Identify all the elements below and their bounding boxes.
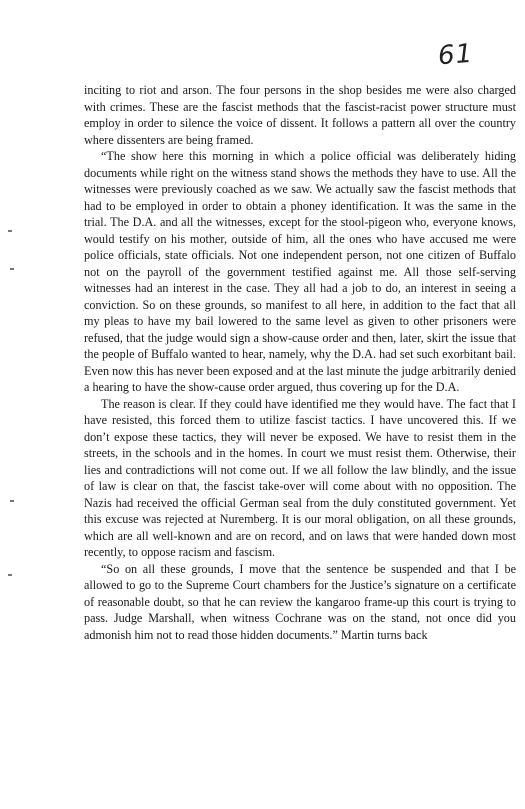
margin-mark	[10, 268, 14, 270]
margin-mark	[8, 230, 12, 232]
margin-mark	[10, 500, 14, 502]
paragraph: “The show here this morning in which a police official was deliberately hiding documents while right on the witness stand shows the methods they have to use. All the witnesses were previously coached as we saw. We actually saw the fascist methods that had to be employed in order to obtain a phoney identification. It was the same in the trial. The D.A. and all the witnesses, except for the stool-pigeon who, everyone knows, would testify on his mother, outside of him, all the ones who have accused me were police officials, state officials. Not one independent person, not one citizen of Buffalo not on the payroll of the government testified against me. All those self-serving witnesses had an interest in the case. They all had a job to do, an interest in seeing a conviction. So on these grounds, so manifest to all here, in addition to the fact that all my pleas to have my bail lowered to the same level as given to other prisoners were refused, that the judge would sign a show-cause order and then, later, skirt the issue that the people of Buffalo wanted to hear, namely, why the D.A. had set such exorbitant bail. Even now this has never been exposed and at the last minute the judge arbitrarily denied a hearing to have the show-cause order argued, thus covering up for the D.A.	[84, 149, 516, 394]
paragraph: “So on all these grounds, I move that the sentence be suspended and that I be allowed to go to the Supreme Court chambers for the Justice’s signature on a certificate of reasonable doubt, so that he can review the kangaroo frame-up this court is trying to pass. Judge Marshall, when witness Cochrane was on the stand, not once did you admonish him not to read those hidden documents.” Martin turns back	[84, 561, 516, 642]
margin-mark	[8, 574, 12, 576]
page-number: 61	[436, 38, 475, 72]
body-text	[84, 82, 516, 643]
paragraph: The reason is clear. If they could have identified me they would have. The fact that I have resisted, this forced them to utilize fascist tactics. I have uncovered this. If we don’t expose these tactics, they will never be exposed. We have to resist them in the streets, in the schools and in the homes. In court we must resist them. Otherwise, their lies and contradictions will not come out. If we all follow the law blindly, and the issue of law is clear on that, the fascist take-over will come about with no opposition. The Nazis had received the official German seal from the duly constituted government. Yet this excuse was rejected at Nuremberg. It is our moral obligation, on all these grounds, which are all well-known and are on record, and on laws that were handed down most recently, to oppose racism and fascism.	[84, 396, 516, 559]
paragraph-continuation: inciting to riot and arson. The four persons in the shop besides me were also charged with crimes. These are the fascist methods that the fascist-racist power structure must employ in order to silence the voice of dissent. It follows a pattern all over the country where dissenters are being framed.	[84, 83, 516, 147]
